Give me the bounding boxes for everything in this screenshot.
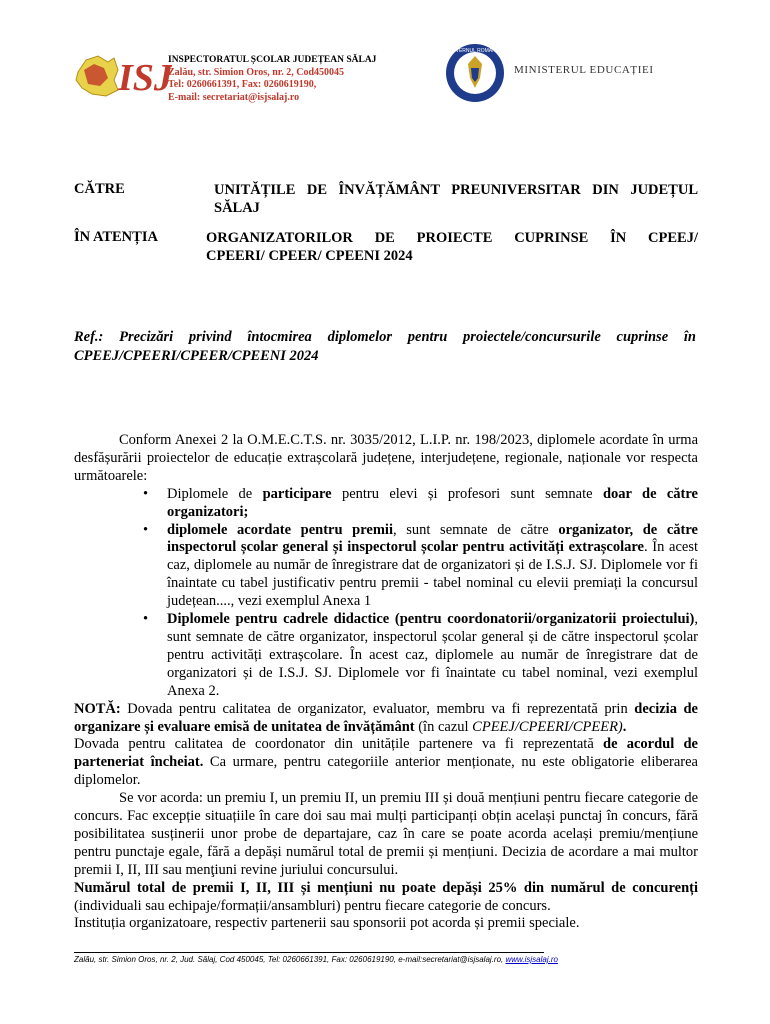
rules-list	[74, 486, 698, 701]
government-seal-icon	[444, 42, 506, 104]
org-email: E-mail: secretariat@isjsalaj.ro	[168, 91, 300, 103]
bullet-icon: •	[143, 611, 149, 628]
header-contact	[168, 54, 376, 104]
org-address: Zalău, str. Simion Oros, nr. 2, Cod450045	[168, 66, 345, 78]
bullet-icon: •	[143, 521, 149, 538]
footer-divider	[74, 952, 544, 953]
ref-line-2: CPEEJ/CPEERI/CPEER/CPEENI 2024	[74, 347, 319, 364]
attn-recipient	[206, 229, 698, 265]
list-item: • Diplomele pentru cadrele didactice (pentru coordonatorii/organizatorii proiectului), sunt semnate de către organizator, inspectorul școlar general și de către inspectorul școlar pentru activități extrașcolare. În acest caz, diplomele au număr de înregistrare dat de organizatori și de I.S.J. SJ. Diplomele vor fi înaintate cu tabel nominal, vezi exemplul Anexa 2.	[143, 611, 698, 699]
ministry-name: MINISTERUL EDUCAȚIEI	[514, 64, 654, 76]
list-item: • diplomele acordate pentru premii, sunt semnate de către organizator, de către inspectorul școlar general și inspectorul școlar pentru activități extrașcolare. În acest caz, diplomele au număr de înregistrare dat de organizatori și de I.S.J. SJ. Diplomele vor fi înaintate cu tabel justificativ pentru premii - tabel nominal cu elevii premiați la concursul județean...., vezi exemplul Anexa 1	[143, 521, 698, 610]
org-phone: Tel: 0260661391, Fax: 0260619190,	[168, 79, 317, 90]
prizes-paragraph: Se vor acorda: un premiu I, un premiu II, un premiu III și două mențiuni pentru fiecare categorie de concurs. Fac excepție situațiile în care doi sau mai mulți participanți obțin același punctaj în concurs, fără posibilitatea susținerii unor probe de departajare, caz în care se poate acorda același premiu/mențiune pentru punctaje egale, fără a depăși numărul total de premii și mențiuni. Decizia de acordare a mai multor premii I, II, III sau menţiuni revine juriului concursului.	[74, 790, 698, 878]
reference	[74, 328, 696, 365]
ref-line-1: Ref.: Precizări privind întocmirea diplomelor pentru proiectele/concursurile cuprinse în	[74, 329, 696, 345]
intro-paragraph: Conform Anexei 2 la O.M.E.C.T.S. nr. 3035/2012, L.I.P. nr. 198/2023, diplomele acordate în urma desfășurării proiectelor de educație extrașcolară județene, interjudețene, regionale, naționale vor respecta următoarele:	[74, 432, 698, 484]
org-name: INSPECTORATUL ȘCOLAR JUDEȚEAN SĂLAJ	[168, 55, 377, 65]
to-label: CĂTRE	[74, 181, 125, 197]
footer-website-link[interactable]: www.isjsalaj.ro	[505, 955, 558, 964]
to-line-2: SĂLAJ	[214, 200, 260, 216]
footer-text: Zalău, str. Simion Oros, nr. 2, Jud. Sălaj, Cod 450045, Tel: 0260661391, Fax: 0260619190, e-mail:secretariat@isjsalaj.ro,	[74, 955, 506, 964]
attn-line-1: ORGANIZATORILOR DE PROIECTE CUPRINSE ÎN CPEEJ/	[206, 230, 698, 246]
logo-text: ISJ	[118, 57, 172, 99]
to-line-1: UNITĂȚILE DE ÎNVĂȚĂMÂNT PREUNIVERSITAR DIN JUDEȚUL	[214, 182, 698, 198]
special-prizes-paragraph: Instituția organizatoare, respectiv partenerii sau sponsorii pot acorda și premii speciale.	[74, 915, 580, 932]
to-recipient	[214, 181, 698, 217]
attn-label: ÎN ATENȚIA	[74, 229, 158, 245]
letter-body	[74, 432, 698, 933]
isj-logo	[74, 50, 172, 102]
list-item: • Diplomele de participare pentru elevi și profesori sunt semnate doar de către organizatori;	[143, 485, 698, 520]
coordinator-paragraph: Dovada pentru calitatea de coordonator din unitățile partenere va fi reprezentată de acordul de parteneriat încheiat. Ca urmare, pentru categoriile anterior menționate, nu este obligatorie eliberarea diplomelor.	[74, 736, 698, 789]
seal-text: GUVERNUL ROMÂNIEI	[448, 48, 502, 54]
attn-line-2: CPEERI/ CPEER/ CPEENI 2024	[206, 248, 413, 264]
total-prizes-paragraph: Numărul total de premii I, II, III și mențiuni nu poate depăși 25% din numărul de concurenți (individuali sau echipaje/formații/ansambluri) pentru fiecare categorie de concurs.	[74, 879, 698, 914]
nota-paragraph: NOTĂ: Dovada pentru calitatea de organizator, evaluator, membru va fi reprezentată prin decizia de organizare și evaluare emisă de unitatea de învățământ (în cazul CPEEJ/CPEERI/CPEER).	[74, 700, 698, 735]
bullet-icon: •	[143, 485, 149, 502]
footer	[74, 955, 558, 964]
